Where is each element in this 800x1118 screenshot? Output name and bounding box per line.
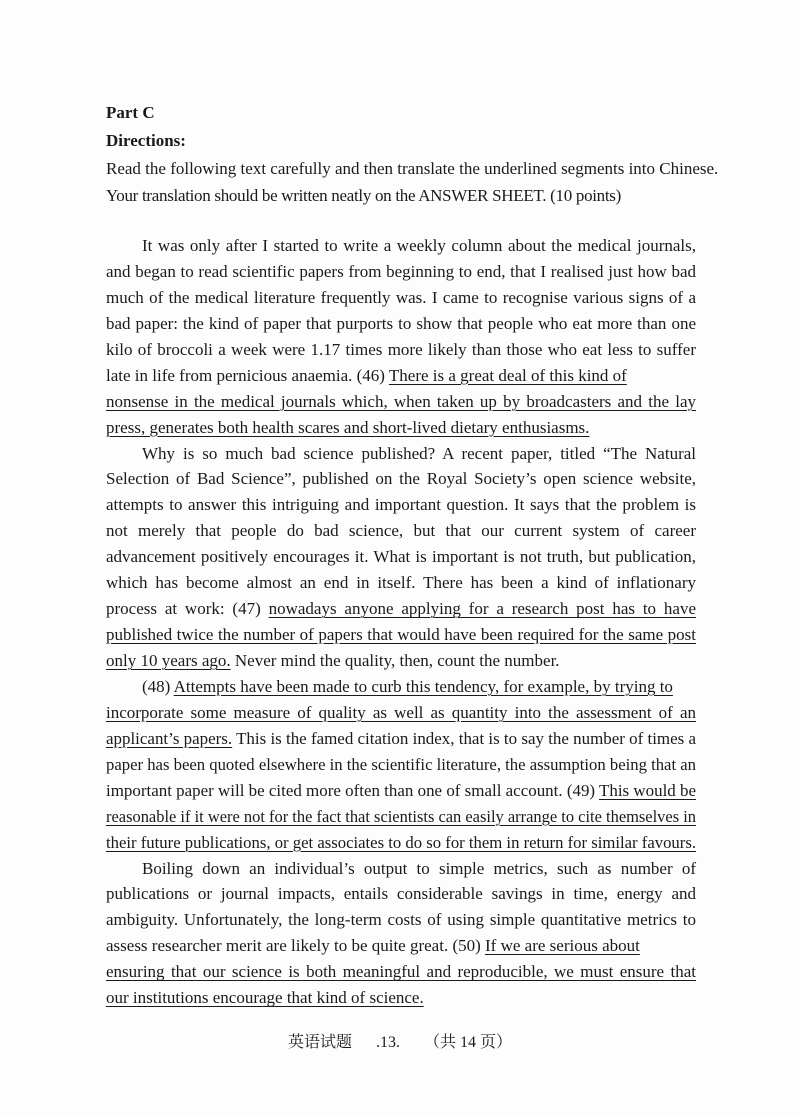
text-segment: Selection of Bad Science”, published on the Royal Society’s open science website, — [106, 469, 696, 489]
passage-line — [106, 985, 696, 1011]
passage-line — [106, 648, 696, 674]
passage-line — [106, 337, 696, 363]
underlined-segment: nonsense in the medical journals which, when taken up by broadcasters and the lay — [106, 391, 696, 411]
text-segment: Boiling down an individual’s output to simple metrics, such as number of — [142, 858, 696, 878]
passage-line — [106, 726, 694, 752]
passage-line — [106, 856, 696, 882]
underlined-segment: their future publications, or get associates to do so for them in return for similar favours. — [106, 832, 696, 852]
text-segment: It was only after I started to write a weekly column about the medical journals, — [142, 236, 696, 255]
passage-line — [106, 700, 696, 726]
underlined-segment: This would be — [598, 780, 696, 800]
text-segment: process at work: (47) — [106, 599, 269, 619]
passage-line — [106, 389, 696, 415]
text-segment: late in life from pernicious anaemia. (46) — [106, 365, 389, 385]
underlined-segment: published twice the number of papers that would have been required for the same post — [106, 625, 696, 645]
text-segment: attempts to answer this intriguing and important question. It says that the problem is — [106, 495, 696, 515]
underlined-segment: applicant’s papers. — [106, 728, 233, 748]
underlined-segment: There is a great deal of this kind of — [388, 365, 627, 385]
passage-line — [106, 752, 696, 778]
text-segment: paper has been quoted elsewhere in the scientific literature, the assumption being that an — [106, 754, 696, 774]
underlined-segment: Attempts have been made to curb this tendency, for example, by trying to — [173, 676, 673, 696]
text-segment: bad paper: the kind of paper that purports to show that people who eat more than one — [106, 313, 696, 333]
passage-line — [106, 907, 696, 933]
passage-line — [106, 830, 696, 856]
footer-subject: 英语试题 — [287, 1034, 352, 1051]
text-segment: which has become almost an end in itself. There has been a kind of inflationary — [106, 573, 696, 593]
passage-line — [106, 259, 696, 285]
underlined-segment: nowadays anyone applying for a research post has to have — [268, 599, 696, 619]
directions-line-1: Read the following text carefully and then translate the underlined segments into Chinese. — [106, 159, 719, 178]
text-segment: important paper will be cited more often than one of small account. (49) — [106, 780, 599, 800]
passage-line — [106, 492, 696, 518]
text-segment: not merely that people do bad science, but that our current system of career — [106, 521, 696, 541]
passage-line — [106, 622, 696, 648]
text-segment: advancement positively encourages it. What is important is not truth, but publication, — [106, 547, 696, 567]
text-segment: This is the famed citation index, that is to say the number of times a — [232, 728, 696, 748]
passage-line — [106, 233, 696, 259]
passage-line — [106, 311, 696, 337]
underlined-segment: reasonable if it were not for the fact that scientists can easily arrange to cite themselves in — [106, 806, 696, 826]
passage-line — [106, 544, 696, 570]
passage-line — [106, 570, 696, 596]
underlined-segment: our institutions encourage that kind of science. — [106, 988, 424, 1008]
passage-line — [106, 285, 696, 311]
passage-line — [106, 466, 696, 492]
passage-line — [106, 441, 696, 467]
passage-line — [106, 881, 696, 907]
passage-line — [106, 933, 696, 959]
footer-page-number: .13. — [376, 1034, 400, 1051]
text-segment: and began to read scientific papers from beginning to end, that I realised just how bad — [106, 261, 696, 281]
passage-text — [106, 233, 696, 1011]
passage-line — [106, 804, 696, 830]
text-segment: Never mind the quality, then, count the number. — [230, 651, 560, 670]
part-heading: Part C — [106, 103, 155, 122]
directions-heading: Directions: — [106, 131, 186, 150]
underlined-segment: only 10 years ago. — [106, 651, 231, 670]
footer-total-pages: （共 14 页） — [424, 1034, 513, 1051]
underlined-segment: press, generates both health scares and short-lived dietary enthusiasms. — [106, 417, 590, 437]
passage-line — [106, 415, 696, 441]
directions-line-2: Your translation should be written neatly on the ANSWER SHEET. (10 points) — [106, 186, 621, 205]
passage-line — [106, 959, 696, 985]
passage-line — [106, 674, 696, 700]
underlined-segment: If we are serious about — [485, 936, 640, 956]
text-segment: much of the medical literature frequently was. I came to recognise various signs of a — [106, 287, 696, 307]
passage-line — [106, 596, 696, 622]
text-segment: publications or journal impacts, entails considerable savings in time, energy and — [106, 884, 696, 904]
passage-line — [106, 363, 696, 389]
text-segment: (48) — [141, 676, 174, 696]
text-segment: assess researcher merit are likely to be quite great. (50) — [106, 936, 486, 956]
text-segment: kilo of broccoli a week were 1.17 times more likely than those who eat less to suffer — [106, 339, 696, 359]
text-segment: Why is so much bad science published? A recent paper, titled “The Natural — [142, 443, 696, 463]
passage-line — [106, 518, 696, 544]
passage-line — [106, 778, 694, 804]
text-segment: ambiguity. Unfortunately, the long-term costs of using simple quantitative metrics to — [106, 910, 696, 930]
underlined-segment: ensuring that our science is both meaningful and reproducible, we must ensure that — [106, 962, 696, 982]
underlined-segment: incorporate some measure of quality as well as quantity into the assessment of an — [106, 702, 696, 722]
page-footer — [0, 1029, 800, 1052]
